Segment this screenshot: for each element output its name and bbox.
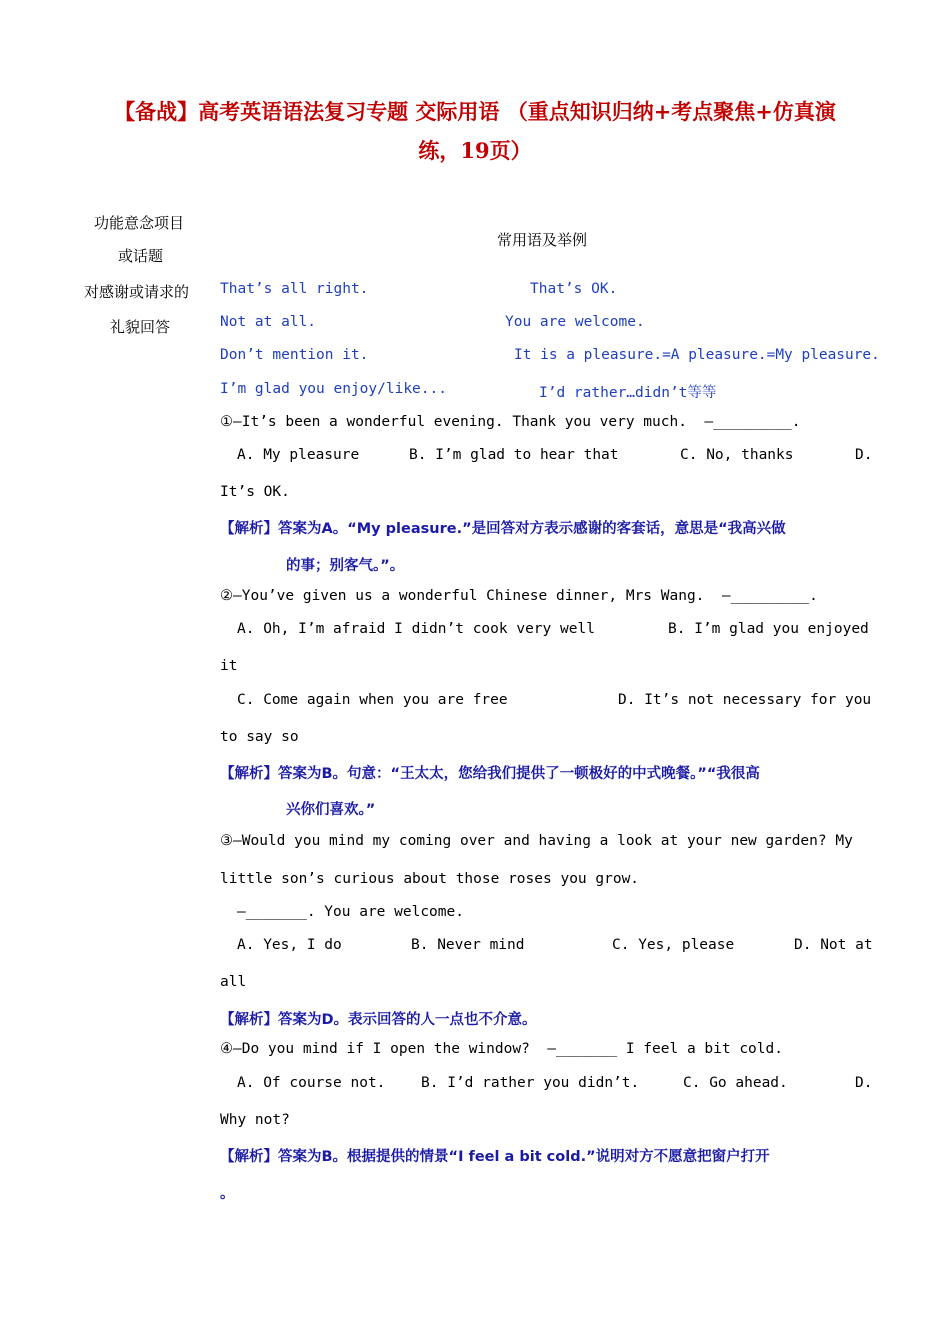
q4-option-c: C. Go ahead. [683,1075,788,1091]
q2-option-c: C. Come again when you are free [237,692,508,708]
q2-option-b: B. I’m glad you enjoyed [668,621,869,637]
phrase-r3a: Don’t mention it. [220,347,369,363]
q3-option-b: B. Never mind [411,937,525,953]
topic-line1: 对感谢或请求的 [84,283,190,301]
title-line-1: 【备战】高考英语语法复习专题 交际用语 （重点知识归纳+考点聚焦+仿真演 [114,99,836,124]
q4-analysis-line2: 。 [220,1186,235,1202]
q4-analysis-line1 [220,1145,770,1166]
q4-analysis-tag: 【解析】 [220,1149,278,1165]
q3-option-c: C. Yes, please [612,937,735,953]
q3-analysis-line1 [220,1008,537,1029]
q1-analysis-line1 [220,517,786,538]
q3-option-d: D. Not at [794,937,873,953]
q3-analysis-tag: 【解析】 [220,1012,278,1028]
phrase-r2b: You are welcome. [505,314,645,330]
q2-stem: ②—You’ve given us a wonderful Chinese dinner, Mrs Wang. —_________. [220,588,818,604]
q4-option-d-wrap: Why not? [220,1112,290,1128]
q3-option-d-wrap: all [220,974,247,990]
phrase-r1a: That’s all right. [220,281,369,297]
q2-analysis-line2: 兴你们喜欢。” [286,802,376,818]
phrase-r3b: It is a pleasure.=A pleasure.=My pleasure. [514,347,880,363]
q2-option-d: D. It’s not necessary for you [618,692,872,708]
q3-stem-line1: ③—Would you mind my coming over and having a look at your new garden? My [220,833,853,849]
q4-option-b: B. I’d rather you didn’t. [421,1075,640,1091]
q1-stem: ①—It’s been a wonderful evening. Thank you very much. —_________. [220,414,801,430]
phrase-r1b: That’s OK. [530,281,618,297]
phrase-r4a: I’m glad you enjoy/like... [220,381,447,397]
q1-option-d-text: It’s OK. [220,484,290,500]
q2-option-b-wrap: it [220,658,238,674]
q1-option-a: A. My pleasure [237,447,360,463]
q4-option-d: D. [855,1075,873,1091]
q3-stem-line3: —_______. You are welcome. [237,904,464,920]
q4-analysis-text1: 答案为B。根据提供的情景“I feel a bit cold.”说明对方不愿意把窗户打开 [278,1149,770,1165]
q4-stem: ④—Do you mind if I open the window? —_______ I feel a bit cold. [220,1041,783,1057]
q3-option-a: A. Yes, I do [237,937,342,953]
q1-analysis-line2: 的事；别客气。”。 [286,558,405,574]
topic-line2: 礼貌回答 [110,318,171,336]
phrase-r4b: I’d rather…didn’t等等 [539,385,717,401]
q2-option-a: A. Oh, I’m afraid I didn’t cook very well [237,621,595,637]
q2-analysis-tag: 【解析】 [220,766,278,782]
header-col2: 常用语及举例 [497,231,588,249]
header-col1-line2: 或话题 [118,247,164,265]
document-title [60,92,890,170]
q1-analysis-text1: 答案为A。“My pleasure.”是回答对方表示感谢的客套话，意思是“我高兴做 [278,521,786,537]
q4-option-a: A. Of course not. [237,1075,386,1091]
header-col1-line1: 功能意念项目 [94,214,185,232]
q2-option-d-wrap: to say so [220,729,299,745]
title-line-2: 练，19页） [418,138,532,163]
q2-analysis-text1: 答案为B。句意：“王太太，您给我们提供了一顿极好的中式晚餐。”“我很高 [278,766,760,782]
q1-option-d: D. [855,447,873,463]
q1-option-c: C. No, thanks [680,447,794,463]
q2-analysis-line1 [220,762,760,783]
q1-analysis-tag: 【解析】 [220,521,278,537]
q3-analysis-text1: 答案为D。表示回答的人一点也不介意。 [278,1012,537,1028]
q1-option-b: B. I’m glad to hear that [409,447,619,463]
q3-stem-line2: little son’s curious about those roses you grow. [220,871,640,887]
phrase-r2a: Not at all. [220,314,317,330]
